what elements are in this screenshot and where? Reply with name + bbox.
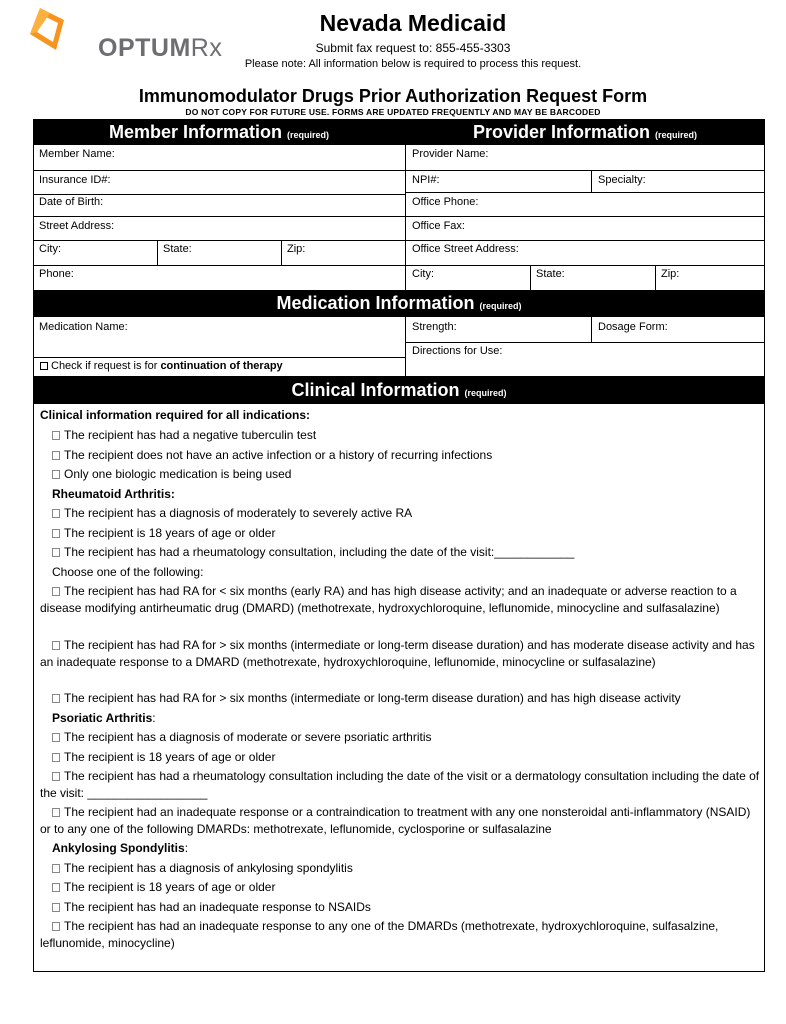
divider <box>281 240 282 265</box>
divider <box>405 317 406 376</box>
medication-name-field[interactable]: Medication Name: <box>39 321 128 333</box>
item-text: The recipient has had RA for < six months (early RA) and has high disease activity; and an inadequate or adverse reaction to a disease modifying antirheumatic drug (DMARD) (methotrexate, hydroxychloroquine, leflunomide, minocycline and sulfasalazine) <box>40 584 737 615</box>
directions-field[interactable]: Directions for Use: <box>412 345 503 357</box>
dob-field[interactable]: Date of Birth: <box>39 196 104 208</box>
pa-item[interactable] <box>40 729 762 749</box>
checkbox-icon[interactable] <box>52 753 60 762</box>
member-name-field[interactable]: Member Name: <box>39 148 115 160</box>
item-text: The recipient has had RA for > six months (intermediate or long-term disease duration) and has high disease activity <box>64 691 681 705</box>
checkbox-icon[interactable] <box>52 922 60 931</box>
provider-info-header <box>405 119 765 145</box>
provider-heading-text: Provider Information <box>472 122 650 142</box>
member-info-header <box>33 119 405 145</box>
divider <box>33 357 405 358</box>
item-text: The recipient has had a rheumatology consultation including the date of the visit or a dermatology consultation including the date of the visit: __________________ <box>40 769 760 800</box>
divider <box>33 170 765 171</box>
ra-item[interactable] <box>40 544 762 564</box>
strength-field[interactable]: Strength: <box>412 321 457 333</box>
clinical-all-item[interactable] <box>40 427 762 447</box>
as-item[interactable] <box>40 899 762 919</box>
office-phone-field[interactable]: Office Phone: <box>412 196 479 208</box>
item-text: The recipient has had a negative tuberculin test <box>64 428 317 442</box>
checkbox-icon[interactable] <box>52 883 60 892</box>
copy-warning: DO NOT COPY FOR FUTURE USE. FORMS ARE UPDATED FREQUENTLY AND MAY BE BARCODED <box>185 107 601 117</box>
item-text: The recipient has a diagnosis of moderately to severely active RA <box>64 506 413 520</box>
item-text: The recipient is 18 years of age or older <box>64 749 276 764</box>
as-item[interactable] <box>40 879 762 899</box>
divider <box>157 240 158 265</box>
item-text: The recipient has a diagnosis of moderate or severe psoriatic arthritis <box>64 730 432 744</box>
checkbox-icon[interactable] <box>52 509 60 518</box>
item-text: The recipient has had an inadequate response to any one of the DMARDs (methotrexate, hydroxychloroquine, sulfasalzine, leflunomide, minocycline) <box>40 919 719 950</box>
clinical-intro: Clinical information required for all indications: <box>40 408 311 422</box>
checkbox-icon[interactable] <box>52 641 60 650</box>
continuation-checkbox[interactable] <box>40 360 283 372</box>
checkbox-icon[interactable] <box>52 529 60 538</box>
checkbox-icon[interactable] <box>52 903 60 912</box>
insurance-id-field[interactable]: Insurance ID#: <box>39 174 111 186</box>
npi-field[interactable]: NPI#: <box>412 174 440 186</box>
pa-item[interactable] <box>40 768 762 802</box>
pa-item[interactable] <box>40 749 762 769</box>
divider <box>33 240 765 241</box>
city-field[interactable]: City: <box>39 243 61 255</box>
specialty-field[interactable]: Specialty: <box>598 174 646 186</box>
divider <box>405 192 765 193</box>
clinical-info-header <box>33 376 765 404</box>
ra-choose-item[interactable] <box>40 690 762 710</box>
checkbox-icon[interactable] <box>52 733 60 742</box>
pa-item[interactable] <box>40 804 762 838</box>
form-title: Immunomodulator Drugs Prior Authorization Request Form <box>138 86 648 106</box>
page-title: Nevada Medicaid <box>319 10 507 36</box>
pa-heading: Psoriatic Arthritis <box>52 710 153 725</box>
office-fax-field[interactable]: Office Fax: <box>412 220 465 232</box>
divider <box>33 194 405 195</box>
checkbox-icon[interactable] <box>52 808 60 817</box>
clinical-content <box>40 407 762 952</box>
provider-city-field[interactable]: City: <box>412 268 434 280</box>
as-item[interactable] <box>40 860 762 880</box>
divider <box>591 317 592 342</box>
divider <box>530 265 531 290</box>
street-address-field[interactable]: Street Address: <box>39 220 115 232</box>
checkbox-icon[interactable] <box>52 548 60 557</box>
clinical-all-item[interactable] <box>40 466 762 486</box>
required-note: Please note: All information below is required to process this request. <box>244 58 582 70</box>
zip-field[interactable]: Zip: <box>287 243 306 255</box>
dosage-form-field[interactable]: Dosage Form: <box>598 321 668 333</box>
ra-item[interactable] <box>40 525 762 545</box>
member-heading-text: Member Information <box>108 122 282 142</box>
logo-wordmark: OPTUMRx <box>98 34 223 62</box>
phone-field[interactable]: Phone: <box>39 268 74 280</box>
checkbox-icon[interactable] <box>52 451 60 460</box>
choose-one-label: Choose one of the following: <box>52 564 204 579</box>
item-text: The recipient has had RA for > six months (intermediate or long-term disease duration) and has moderate disease activity and has an inadequate response to a DMARD (methotrexate, hydroxychloroquine, leflunomide, minocycline or sulfasalazine) <box>40 638 755 669</box>
item-text: The recipient had an inadequate response or a contraindication to treatment with any one nonsteroidal anti-inflammatory (NSAID) or to any one of the following DMARDs: methotrexate, leflunomide, cyclosporine or sulfasalazine <box>40 805 751 836</box>
checkbox-icon[interactable] <box>52 587 60 596</box>
provider-state-field[interactable]: State: <box>536 268 565 280</box>
checkbox-icon[interactable] <box>52 431 60 440</box>
as-item[interactable] <box>40 918 762 952</box>
divider <box>405 145 406 290</box>
divider <box>405 342 765 343</box>
clinical-required: (required) <box>464 388 507 398</box>
as-heading-row: Ankylosing Spondylitis: <box>52 841 189 855</box>
checkbox-icon[interactable] <box>52 772 60 781</box>
pa-heading-row: Psoriatic Arthritis: <box>52 710 156 725</box>
medication-heading-text: Medication Information <box>276 293 475 313</box>
fax-number: Submit fax request to: 855-455-3303 <box>315 41 511 55</box>
item-text: The recipient does not have an active infection or a history of recurring infections <box>64 447 493 462</box>
divider <box>655 265 656 290</box>
as-heading: Ankylosing Spondylitis <box>52 841 185 855</box>
clinical-heading-text: Clinical Information <box>291 380 460 400</box>
ra-choose-item[interactable] <box>40 637 762 688</box>
provider-name-field[interactable]: Provider Name: <box>412 148 489 160</box>
provider-zip-field[interactable]: Zip: <box>661 268 680 280</box>
state-field[interactable]: State: <box>163 243 192 255</box>
item-text: The recipient is 18 years of age or older <box>64 880 276 894</box>
clinical-all-item[interactable] <box>40 447 762 467</box>
continuation-label: Check if request is for <box>51 360 158 372</box>
ra-item[interactable] <box>40 505 762 525</box>
checkbox-icon[interactable] <box>52 694 60 703</box>
checkbox-icon[interactable] <box>52 470 60 479</box>
item-text: Only one biologic medication is being used <box>64 467 292 481</box>
checkbox-icon[interactable] <box>40 362 48 370</box>
ra-choose-item[interactable] <box>40 583 762 634</box>
medication-info-header <box>33 290 765 317</box>
medication-required: (required) <box>479 301 522 311</box>
office-street-field[interactable]: Office Street Address: <box>412 243 519 255</box>
item-text: The recipient is 18 years of age or older <box>64 525 276 540</box>
continuation-bold-label: continuation of therapy <box>160 360 283 372</box>
divider <box>591 170 592 192</box>
item-text: The recipient has had an inadequate response to NSAIDs <box>64 899 371 914</box>
item-text: The recipient has a diagnosis of ankylosing spondylitis <box>64 860 353 875</box>
checkbox-icon[interactable] <box>52 864 60 873</box>
member-required: (required) <box>287 130 330 140</box>
divider <box>33 216 765 217</box>
item-text: The recipient has had a rheumatology consultation, including the date of the visit:____________ <box>64 545 575 559</box>
ra-heading: Rheumatoid Arthritis: <box>52 486 175 501</box>
provider-required: (required) <box>655 130 698 140</box>
